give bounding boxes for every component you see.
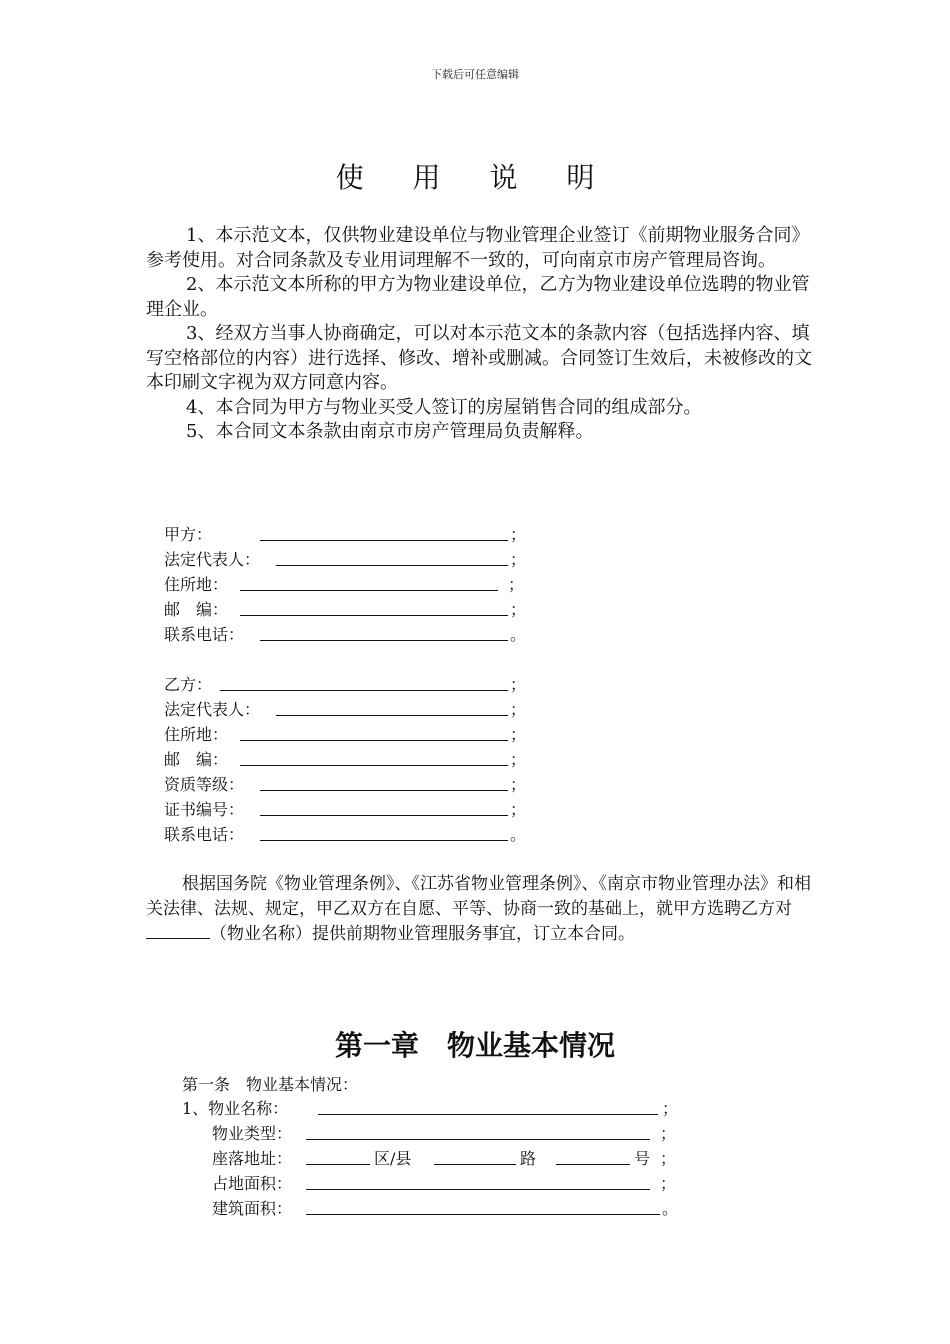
party-a-address-label: 住所地： [164, 575, 229, 594]
article-1-heading: 第一条 物业基本情况： [182, 1075, 359, 1094]
land-area-field[interactable] [306, 1189, 650, 1190]
instructions [146, 224, 826, 445]
semicolon: ； [510, 800, 527, 819]
semicolon: ； [510, 775, 527, 794]
party-b-postcode-label: 邮 编： [164, 750, 229, 769]
period: 。 [510, 625, 527, 644]
party-a-postcode-field[interactable] [240, 615, 508, 616]
land-area-label: 占地面积： [212, 1174, 293, 1193]
period: 。 [662, 1199, 679, 1218]
party-a-phone-field[interactable] [260, 640, 508, 641]
party-a-rep-label: 法定代表人： [164, 550, 261, 569]
party-b-certificate-field[interactable] [260, 815, 508, 816]
number-label: 号 [634, 1149, 651, 1168]
party-b-address-label: 住所地： [164, 725, 229, 744]
party-b-rep-label: 法定代表人： [164, 700, 261, 719]
property-name-blank[interactable] [146, 924, 210, 939]
header-note: 下载后可任意编辑 [431, 68, 519, 81]
instruction-4: 4、本合同为甲方与物业买受人签订的房屋销售合同的组成部分。 [186, 396, 702, 418]
party-a-name-field[interactable] [260, 540, 508, 541]
property-name-label: 1、物业名称： [182, 1099, 289, 1118]
semicolon: ； [662, 1099, 679, 1118]
instruction-2: 2、本示范文本所称的甲方为物业建设单位，乙方为物业建设单位选聘的物业管理企业。 [146, 274, 810, 320]
semicolon: ； [660, 1174, 677, 1193]
preamble-text-before: 根据国务院《物业管理条例》、《江苏省物业管理条例》、《南京市物业管理办法》和相关法律、法规、规定，甲乙双方在自愿、平等、协商一致的基础上，就甲方选聘乙方对 [146, 874, 811, 919]
semicolon: ； [510, 675, 527, 694]
instruction-1: 1、本示范文本，仅供物业建设单位与物业管理企业签订《前期物业服务合同》参考使用。对合同条款及专业用词理解不一致的，可向南京市房产管理局咨询。 [146, 225, 810, 271]
district-field[interactable] [306, 1164, 370, 1165]
page-title: 使 用 说 明 [335, 161, 615, 194]
chapter-title: 第一章 物业基本情况 [334, 1029, 615, 1062]
semicolon: ； [510, 725, 527, 744]
party-b-name-field[interactable] [220, 690, 508, 691]
semicolon: ； [510, 525, 527, 544]
building-area-field[interactable] [306, 1214, 660, 1215]
party-b-phone-field[interactable] [260, 840, 508, 841]
preamble [146, 872, 814, 947]
building-area-label: 建筑面积： [212, 1199, 293, 1218]
semicolon: ； [510, 600, 527, 619]
instruction-3: 3、经双方当事人协商确定，可以对本示范文本的条款内容（包括选择内容、填写空格部位的内容）进行选择、修改、增补或删减。合同签订生效后，未被修改的文本印刷文字视为双方同意内容。 [146, 323, 812, 393]
semicolon: ； [510, 700, 527, 719]
preamble-text-after: （物业名称）提供前期物业管理服务事宜，订立本合同。 [210, 924, 635, 944]
party-b-qualification-label: 资质等级： [164, 775, 245, 794]
preamble-paragraph [146, 872, 814, 947]
property-type-label: 物业类型： [212, 1124, 293, 1143]
semicolon: ； [510, 550, 527, 569]
party-a-phone-label: 联系电话： [164, 625, 245, 644]
semicolon: ； [660, 1124, 677, 1143]
road-label: 路 [520, 1149, 537, 1168]
party-b-name-label: 乙方： [164, 675, 213, 694]
party-a-postcode-label: 邮 编： [164, 600, 229, 619]
semicolon: ； [510, 750, 527, 769]
party-a-address-field[interactable] [240, 590, 498, 591]
semicolon: ； [508, 575, 525, 594]
party-b-qualification-field[interactable] [260, 790, 508, 791]
party-b-rep-field[interactable] [276, 715, 508, 716]
property-type-field[interactable] [306, 1139, 650, 1140]
number-field[interactable] [556, 1164, 630, 1165]
district-label: 区/县 [374, 1149, 412, 1168]
party-b-certificate-label: 证书编号： [164, 800, 245, 819]
property-name-field[interactable] [318, 1114, 658, 1115]
party-b-postcode-field[interactable] [240, 765, 508, 766]
party-a-rep-field[interactable] [276, 565, 508, 566]
party-b-phone-label: 联系电话： [164, 825, 245, 844]
party-b-address-field[interactable] [240, 740, 508, 741]
semicolon: ； [660, 1149, 677, 1168]
road-field[interactable] [434, 1164, 516, 1165]
property-location-label: 座落地址： [212, 1149, 293, 1168]
instruction-5: 5、本合同文本条款由南京市房产管理局负责解释。 [186, 421, 594, 442]
party-a-name-label: 甲方： [164, 525, 213, 544]
period: 。 [510, 825, 527, 844]
